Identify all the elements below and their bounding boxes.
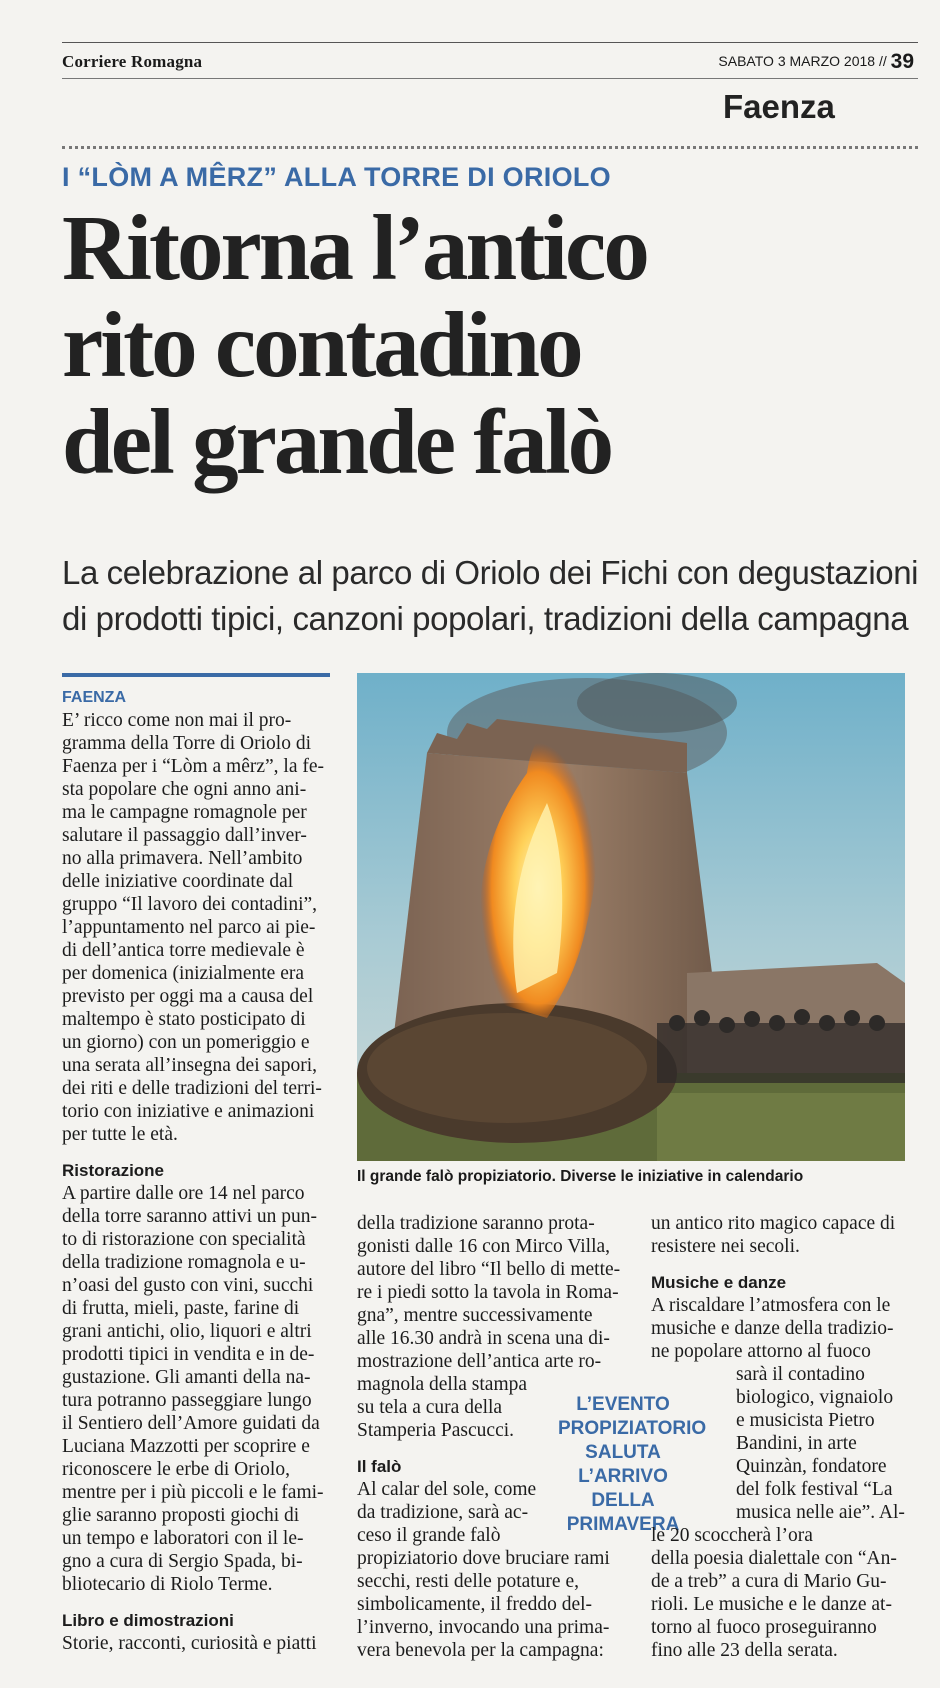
text-line: un tempo e laboratori con il le- [62, 1528, 304, 1549]
text-block [62, 1632, 332, 1655]
masthead-underline [62, 78, 918, 79]
text-line: torno al fuoco proseguiranno [651, 1617, 877, 1638]
text-line: gruppo “Il lavoro dei contadini”, [62, 894, 318, 915]
text-line: salutare il passaggio dall’inver- [62, 825, 307, 846]
subhead-line: La celebrazione al parco di Oriolo dei Fichi con degustazioni [62, 554, 919, 591]
text-line: da tradizione, sarà ac- [357, 1502, 529, 1523]
text-block [357, 1547, 627, 1662]
text-line: secchi, resti delle potature e, [357, 1571, 579, 1592]
page-dateline [718, 50, 914, 74]
text-line: alle 16.30 andrà in scena una di- [357, 1328, 610, 1349]
text-line: torio con iniziative e animazioni [62, 1101, 315, 1122]
text-line: una serata all’insegna dei sapori, [62, 1055, 318, 1076]
text-line: gonisti dalle 16 con Mirco Villa, [357, 1236, 611, 1257]
section-title: Faenza [723, 88, 835, 125]
text-line: della poesia dialettale con “An- [651, 1548, 897, 1569]
text-line: previsto per oggi ma a causa del [62, 986, 314, 1007]
headline-line: rito contadino [62, 294, 581, 397]
text-line: propiziatorio dove bruciare rami [357, 1548, 610, 1569]
text-line: dei riti e delle tradizioni del terri- [62, 1078, 322, 1099]
text-line: Faenza per i “Lòm a mêrz”, la fe- [62, 756, 325, 777]
subheading-ristorazione: Ristorazione [62, 1161, 165, 1180]
bonfire-tower-image [357, 673, 905, 1161]
article-kicker: I “LÒM A MÊRZ” ALLA TORRE DI ORIOLO [62, 162, 611, 192]
headline-line: Ritorna l’antico [62, 197, 647, 300]
text-line: A riscaldare l’atmosfera con le [651, 1295, 891, 1316]
text-block [651, 1524, 907, 1662]
text-line: to di ristorazione con specialità [62, 1229, 306, 1250]
text-line: tura potranno passeggiare lungo [62, 1390, 312, 1411]
text-line: biologico, vignaiolo [736, 1387, 894, 1408]
article-dateline: FAENZA [62, 689, 126, 706]
text-line: ma le campagne romagnole per [62, 802, 307, 823]
text-line: de a treb” a cura di Mario Gu- [651, 1571, 887, 1592]
text-line: Storie, racconti, curiosità e piatti [62, 1633, 317, 1654]
text-line: della tradizione romagnola e u- [62, 1252, 306, 1273]
pull-quote: L’EVENTO PROPIZIATORIO SALUTA L’ARRIVO DELLA PRIMAVERA [558, 1394, 707, 1535]
text-line: della tradizione saranno prota- [357, 1213, 595, 1234]
text-line: l’appuntamento nel parco ai pie- [62, 917, 316, 938]
dotted-divider [62, 146, 918, 153]
text-line: della torre saranno attivi un pun- [62, 1206, 318, 1227]
text-line: di dell’antica torre medievale è [62, 940, 305, 961]
text-line: n’oasi del gusto con vini, succhi [62, 1275, 314, 1296]
article-subhead [62, 550, 922, 642]
text-line: per tutte le età. [62, 1124, 178, 1145]
text-line: delle iniziative coordinate dal [62, 871, 294, 892]
text-line: Quinzàn, fondatore [736, 1456, 887, 1477]
text-block [357, 1373, 542, 1442]
text-line: fino alle 23 della serata. [651, 1640, 838, 1661]
text-line: rioli. Le musiche e le danze at- [651, 1594, 892, 1615]
text-line: e musicista Pietro [736, 1410, 875, 1431]
text-line: per domenica (inizialmente era [62, 963, 304, 984]
text-line: no alla primavera. Nell’ambito [62, 848, 303, 869]
article-photo [357, 673, 905, 1161]
article-column-3 [651, 1212, 907, 1662]
text-line: bliotecario di Riolo Terme. [62, 1574, 273, 1595]
text-line: magnola della stampa [357, 1374, 528, 1395]
text-line: vera benevola per la campagna: [357, 1640, 604, 1661]
subhead-line: di prodotti tipici, canzoni popolari, tradizioni della campagna [62, 600, 909, 637]
text-line: autore del libro “Il bello di mette- [357, 1259, 621, 1280]
text-line: sta popolare che ogni anno ani- [62, 779, 307, 800]
text-line: del folk festival “La [736, 1479, 893, 1500]
photo-caption: Il grande falò propiziatorio. Diverse le iniziative in calendario [357, 1168, 804, 1185]
dateline-separator: // [878, 53, 887, 69]
text-line: mostrazione dell’antica arte ro- [357, 1351, 602, 1372]
text-line: Stamperia Pascucci. [357, 1420, 515, 1441]
text-line: ceso il grande falò [357, 1525, 501, 1546]
text-block [62, 1182, 332, 1596]
text-line: ne popolare attorno al fuoco [651, 1341, 871, 1362]
text-block [651, 1294, 907, 1363]
text-line: sarà il contadino [736, 1364, 865, 1385]
text-line: re i piedi sotto la tavola in Roma- [357, 1282, 619, 1303]
text-line: l’inverno, invocando una prima- [357, 1617, 610, 1638]
text-line: grani antichi, olio, liquori e altri [62, 1321, 312, 1342]
text-line: su tela a cura della [357, 1397, 503, 1418]
subheading-libro: Libro e dimostrazioni [62, 1611, 234, 1630]
text-line: riconoscere le erbe di Oriolo, [62, 1459, 290, 1480]
text-block [651, 1212, 907, 1258]
text-line: glie saranno proposti giochi di [62, 1505, 300, 1526]
text-line: il Sentiero dell’Amore guidati da [62, 1413, 320, 1434]
text-line: mentre per i più piccoli e le fami- [62, 1482, 324, 1503]
text-line: gramma della Torre di Oriolo di [62, 733, 311, 754]
text-line: resistere nei secoli. [651, 1236, 800, 1257]
text-block [736, 1363, 907, 1524]
newspaper-name: Corriere Romagna [62, 52, 203, 71]
text-block [62, 709, 332, 1146]
text-line: un giorno) con un pomeriggio e [62, 1032, 310, 1053]
text-line: un antico rito magico capace di [651, 1213, 896, 1234]
text-line: Luciana Mazzotti per scoprire e [62, 1436, 310, 1457]
masthead-rule [62, 42, 918, 43]
text-line: gno a cura di Sergio Spada, bi- [62, 1551, 303, 1572]
text-block [357, 1478, 542, 1547]
text-block [357, 1212, 627, 1373]
text-line: A partire dalle ore 14 nel parco [62, 1183, 305, 1204]
article-headline [62, 197, 882, 494]
text-line: di frutta, mieli, paste, farine di [62, 1298, 300, 1319]
text-line: Al calar del sole, come [357, 1479, 537, 1500]
issue-date: SABATO 3 MARZO 2018 [718, 53, 876, 69]
headline-line: del grande falò [62, 391, 612, 494]
text-line: gna”, mentre successivamente [357, 1305, 593, 1326]
column-accent-bar [62, 673, 330, 677]
text-line: E’ ricco come non mai il pro- [62, 710, 292, 731]
subheading-musiche: Musiche e danze [651, 1273, 787, 1292]
page-number: 39 [890, 50, 914, 73]
subheading-falo: Il falò [357, 1457, 402, 1476]
text-line: musiche e danze della tradizio- [651, 1318, 894, 1339]
text-line: musica nelle aie”. Al- [736, 1502, 905, 1523]
text-line: maltempo è stato posticipato di [62, 1009, 306, 1030]
text-line: le 20 scoccherà l’ora [651, 1525, 813, 1546]
text-line: gustazione. Gli amanti della na- [62, 1367, 311, 1388]
text-line: Bandini, in arte [736, 1433, 857, 1454]
article-column-1 [62, 687, 332, 1655]
text-line: simbolicamente, il freddo del- [357, 1594, 593, 1615]
text-line: prodotti tipici in vendita e in de- [62, 1344, 315, 1365]
